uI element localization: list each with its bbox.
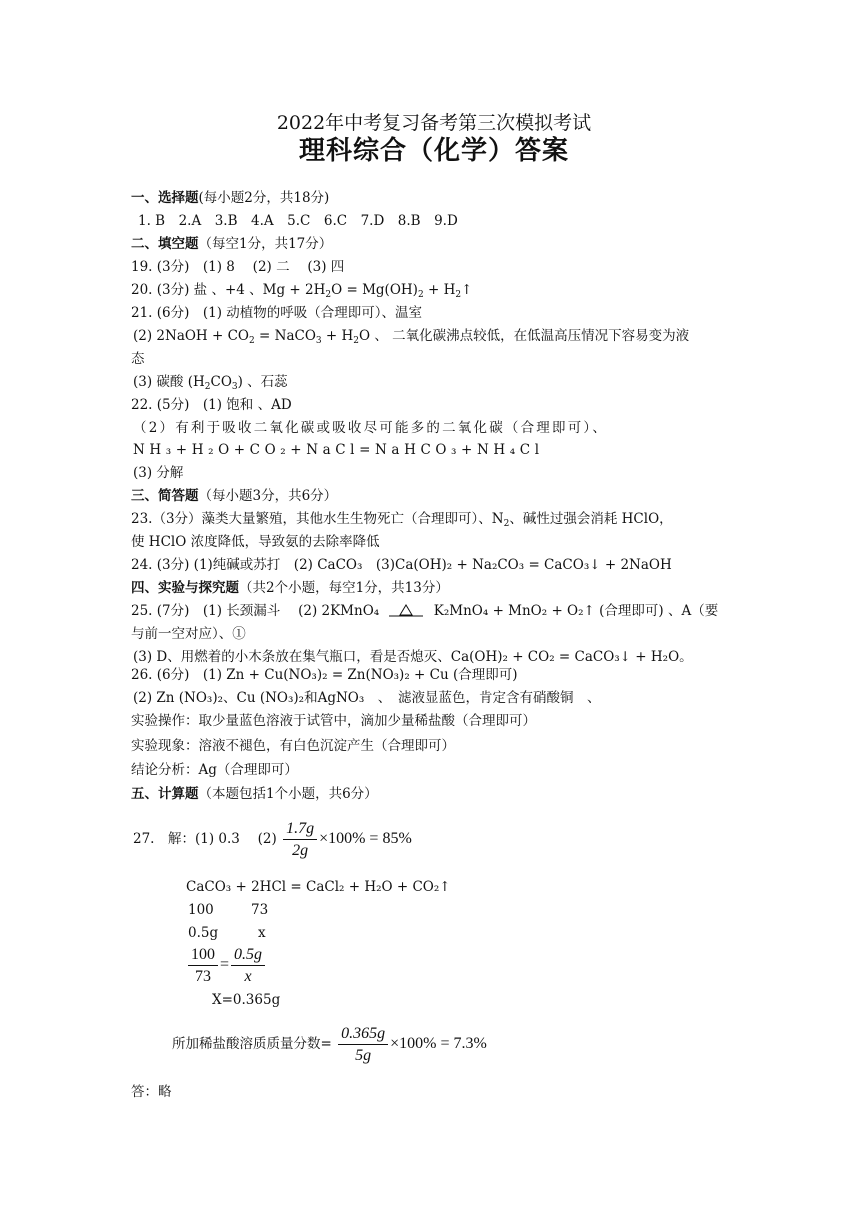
conclusion: 结论分析：Ag（合理即可） [131, 762, 298, 778]
q20-part: + H [423, 282, 456, 298]
q26-2: (2) Zn (NO₃)₂、Cu (NO₃)₂和AgNO₃ 、 滤液显蓝色，肯定含有硝酸铜 、 [133, 690, 601, 706]
section5-note: （本题包括1个小题，共6分） [198, 786, 378, 802]
q22-2: （2）有利于吸收二氧化碳或吸收尽可能多的二氧化碳（合理即可）、 [133, 420, 609, 436]
q21-1: 21. (6分) (1) 动植物的呼吸（合理即可）、温室 [131, 305, 423, 321]
q22-1: 22. (5分) (1) 饱和 、AD [131, 397, 292, 413]
q23-part: 23.（3分）藻类大量繁殖，其他水生生物死亡（合理即可）、N [131, 511, 504, 527]
q21-part: ) 、石蕊 [237, 374, 288, 390]
molar-mass-caco3: 100 [188, 902, 214, 918]
section5-line [131, 786, 378, 803]
q21-part: (3) 碳酸 (H [133, 374, 205, 390]
mass-fraction-label: 所加稀盐酸溶质质量分数= [172, 1036, 332, 1052]
q27 [133, 818, 412, 861]
title-line2: 理科综合（化学）答案 [298, 136, 569, 166]
experiment-phenomenon: 实验现象：溶液不褪色，有白色沉淀产生（合理即可） [131, 738, 455, 754]
q21-2-cont: 态 [131, 351, 145, 367]
section1-line [131, 190, 329, 207]
fraction-denominator: 2g [292, 842, 309, 859]
section1-answers: 1. B 2.A 3.B 4.A 5.C 6.C 7.D 8.B 9.D [138, 213, 458, 229]
fraction-denominator: x [244, 968, 252, 985]
q21-2: (2) 2NaOH + $CO_2$ = NaCO$_3$ + $H_2O$ 、 二氧化碳沸点较低，在低温高压情况下容易变为液 [133, 328, 690, 346]
q19: 19. (3分) (1) 8 (2) 二 (3) 四 [131, 259, 345, 275]
section5-heading: 五、计算题 [131, 786, 199, 802]
fraction-1 [283, 818, 317, 861]
proportion [186, 944, 267, 987]
section2-line [131, 236, 332, 253]
q22-3: (3) 分解 [133, 465, 184, 481]
section4-heading: 四、实验与探究题 [131, 580, 239, 596]
experiment-operation: 实验操作：取少量蓝色溶液于试管中，滴加少量稀盐酸（合理即可） [131, 713, 536, 729]
heat-triangle-icon [389, 603, 423, 617]
q21-3: (3) 碳酸 $(H_2CO_3)$ 、石蕊 [133, 374, 288, 392]
equals-sign: = [220, 956, 230, 973]
mass-caco3: 0.5g [188, 925, 219, 941]
fraction-result: ×100% = 85% [319, 830, 412, 847]
section3-note: （每小题3分，共6分） [198, 488, 338, 504]
q21-part: (2) 2NaOH + CO [133, 328, 249, 344]
fraction-numerator: 100 [188, 944, 218, 966]
mass-fraction [172, 1023, 487, 1066]
mass-x: x [258, 925, 266, 941]
q26-1: 26. (6分) (1) Zn + Cu(NO₃)₂ = Zn(NO₃)₂ + Cu (合理即可) [131, 667, 518, 683]
q21-part: CO [210, 374, 232, 390]
x-value: X=0.365g [212, 992, 281, 1008]
section2-heading: 二、填空题 [131, 236, 199, 252]
q23-part: 、碱性过强会消耗 HClO， [509, 511, 673, 527]
fraction-3 [231, 944, 265, 987]
fraction-numerator: 0.365g [338, 1023, 388, 1045]
q25-cont: 与前一空对应）、① [131, 626, 246, 642]
section3-line [131, 488, 337, 505]
section3-heading: 三、简答题 [131, 488, 199, 504]
section4-note: （共2个小题，每空1分，共13分） [239, 580, 449, 596]
q21-part: O 、 二氧化碳沸点较低，在低温高压情况下容易变为液 [359, 328, 690, 344]
section4-line [131, 580, 449, 597]
q20: 20. (3分) 盐 、+4 、$Mg + 2H_2O = Mg(OH)_2$ + $H_2↑$ [131, 282, 473, 300]
final-answer: 答：略 [131, 1084, 172, 1100]
q27-part: 27. 解：(1) 0.3 (2) [133, 831, 277, 847]
q24: 24. (3分) (1)纯碱或苏打 (2) CaCO₃ (3)Ca(OH)₂ + Na₂CO₃ = CaCO₃↓ + 2NaOH [131, 557, 672, 573]
q20-part: O = Mg(OH) [331, 282, 418, 298]
title-line1: 2022年中考复习备考第三次模拟考试 [276, 112, 592, 134]
q25-part: K₂MnO₄ + MnO₂ + O₂↑ (合理即可) 、A（要 [433, 603, 719, 619]
q20-part: 20. (3分) 盐 、+4 、Mg + 2H [131, 282, 326, 298]
q25-3: (3) D、用燃着的小木条放在集气瓶口，看是否熄灭、Ca(OH)₂ + CO₂ = CaCO₃↓ + H₂O。 [133, 649, 693, 665]
q22-2-equation: NH₃+H₂O+CO₂+NaCl=NaHCO₃+NH₄Cl [133, 442, 544, 458]
fraction-2 [188, 944, 218, 987]
q25 [131, 603, 718, 620]
q21-part: + H [321, 328, 354, 344]
fraction-result: ×100% = 7.3% [390, 1035, 487, 1052]
section2-note: （每空1分，共17分） [198, 236, 333, 252]
q21-part: = NaCO [254, 328, 316, 344]
fraction-denominator: 73 [195, 968, 211, 985]
fraction-denominator: 5g [355, 1047, 372, 1064]
reaction-equation: CaCO₃ + 2HCl = CaCl₂ + H₂O + CO₂↑ [186, 879, 451, 895]
section1-note: (每小题2分，共18分) [198, 190, 330, 206]
section1-heading: 一、选择题 [131, 190, 199, 206]
q20-part: ↑ [461, 282, 473, 298]
q23: 23.（3分）藻类大量繁殖，其他水生生物死亡（合理即可）、$N_2$、碱性过强会消耗 HClO， [131, 511, 673, 529]
q25-part: 25. (7分) (1) 长颈漏斗 (2) 2KMnO₄ [131, 603, 380, 619]
q23-cont: 使 HClO 浓度降低，导致氨的去除率降低 [131, 534, 380, 550]
fraction-numerator: 1.7g [283, 818, 317, 840]
fraction-numerator: 0.5g [231, 944, 265, 966]
fraction-4 [338, 1023, 388, 1066]
molar-mass-hcl: 73 [251, 902, 269, 918]
